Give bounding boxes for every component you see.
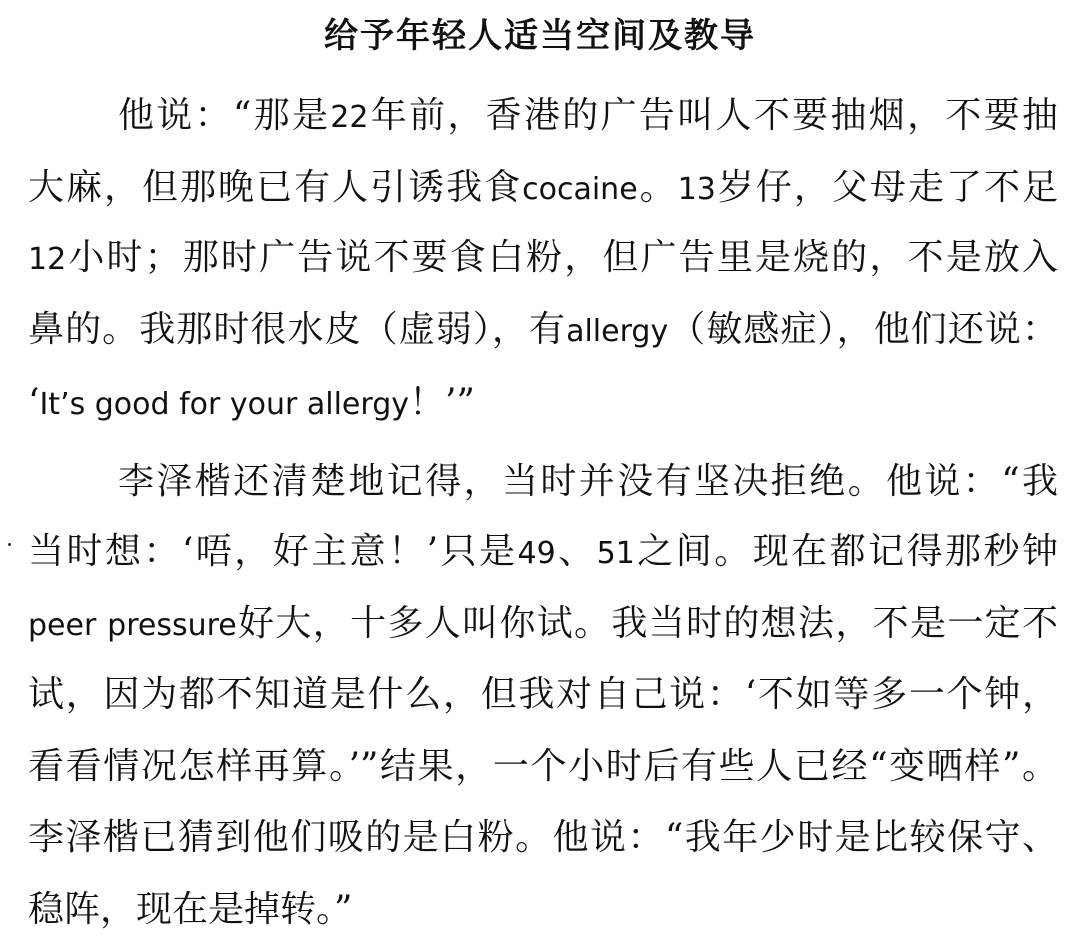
text-line: 看看情况怎样再算。’”结果，一个小时后有些人已经“变晒样”。 <box>28 746 1058 787</box>
text-line: 12小时；那时广告说不要食白粉，但广告里是烧的，不是放入 <box>28 237 1058 278</box>
text-line: 李泽楷还清楚地记得，当时并没有坚决拒绝。他说：“我 <box>118 461 1058 502</box>
text-line: 鼻的。我那时很水皮（虚弱），有allergy（敏感症），他们还说： <box>28 309 1058 350</box>
text-line: 稳阵，现在是掉转。” <box>28 889 353 930</box>
text-line: 当时想：‘唔，好主意！’只是49、51之间。现在都记得那秒钟 <box>28 531 1058 572</box>
scan-speck <box>8 543 11 546</box>
text-line: 李泽楷已猜到他们吸的是白粉。他说：“我年少时是比较保守、 <box>28 817 1058 858</box>
text-line: ‘It’s good for your allergy！’” <box>28 382 475 423</box>
text-line: 他说：“那是22年前，香港的广告叫人不要抽烟，不要抽 <box>118 95 1058 136</box>
article-title: 给予年轻人适当空间及教导 <box>324 16 756 56</box>
text-line: peer pressure好大，十多人叫你试。我当时的想法，不是一定不 <box>28 603 1058 644</box>
text-line: 试，因为都不知道是什么，但我对自己说：‘不如等多一个钟， <box>28 674 1058 715</box>
text-line: 大麻，但那晚已有人引诱我食cocaine。13岁仔，父母走了不足 <box>28 167 1058 208</box>
